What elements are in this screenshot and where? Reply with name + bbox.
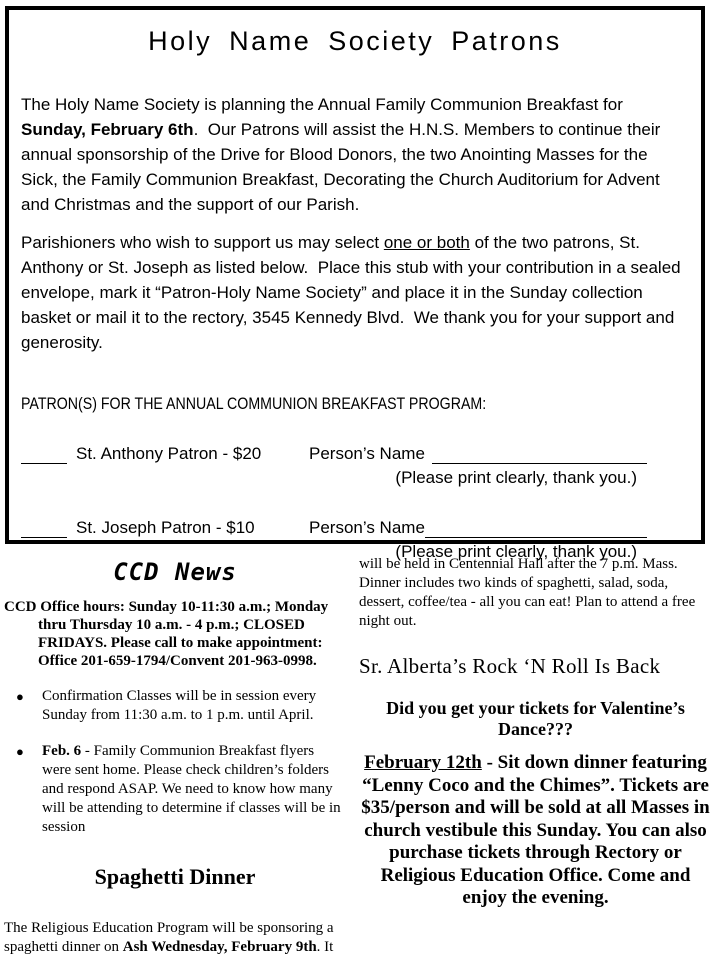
newsletter-right-column (352, 552, 715, 972)
list-item (4, 687, 346, 725)
patron-label: St. Anthony Patron - $20 (76, 444, 262, 463)
rock-n-roll-heading: Sr. Alberta’s Rock ‘N Roll Is Back (359, 654, 661, 678)
print-clearly-hint: (Please print clearly, thank you.) (395, 468, 637, 487)
person-name-blank-line[interactable] (432, 447, 647, 464)
paragraph-text: . Our Patrons will assist the H.N.S. Members to continue their annual sponsorship of the Drive for Blood Donors, the two Anointing Masses for the Sick, the Family Communion Breakfast, Decorating the Church Auditorium for Advent and Christmas and the support of our Parish. (21, 120, 666, 214)
newsletter-section (0, 552, 715, 972)
patrons-paragraph-1 (21, 92, 689, 217)
patron-row-st-joseph (21, 518, 689, 538)
paragraph-text: of the two patrons, St. Anthony or St. Joseph as listed below. Place this stub with your contribution in a sealed envelope, mark it “Patron-Holy Name Society” and place it in the Sunday collection basket or mail it to the rectory, 3545 Kennedy Blvd. We thank you for your support and generosity. (21, 233, 686, 352)
newsletter-left-column (0, 552, 352, 972)
ccd-office-hours: CCD Office hours: Sunday 10-11:30 a.m.; Monday thru Thursday 10 a.m. - 4 p.m.; CLOSED FRIDAYS. Please call to make appointment: Office 201-659-1794/Convent 201-963-0998. (4, 599, 329, 669)
list-item (4, 742, 346, 837)
patrons-stub-box (5, 6, 705, 561)
bullet-icon: ● (16, 689, 24, 704)
person-name-label: Person’s Name (309, 518, 425, 537)
spaghetti-dinner-heading: Spaghetti Dinner (94, 864, 256, 889)
patron-row-st-anthony (21, 444, 689, 464)
program-label: PATRON(S) FOR THE ANNUAL COMMUNION BREAKFAST PROGRAM: (21, 395, 487, 413)
patron-label: St. Joseph Patron - $10 (76, 518, 255, 537)
patron-checkbox-blank-line[interactable] (21, 521, 67, 538)
dance-date-underlined: February 12th (364, 752, 482, 773)
valentine-dance-detail (359, 752, 712, 910)
valentine-tickets-question: Did you get your tickets for Valentine’s Dance??? (386, 698, 685, 739)
bullet-bold-lead: Feb. 6 (42, 743, 82, 759)
print-clearly-hint: (Please print clearly, thank you.) (395, 542, 637, 561)
patron-checkbox-blank-line[interactable] (21, 447, 67, 464)
bullet-body-text: Confirmation Classes will be in session every Sunday from 11:30 a.m. to 1 p.m. until April. (42, 688, 317, 723)
paragraph-bold-date: Sunday, February 6th (21, 120, 194, 139)
spaghetti-paragraph (4, 919, 346, 957)
paragraph-text: The Holy Name Society is planning the Annual Family Communion Breakfast for (21, 95, 628, 114)
paragraph-text: The Religious Education Program will be sponsoring a spaghetti dinner on (4, 920, 334, 955)
paragraph-underlined-text: one or both (383, 233, 470, 252)
paragraph-bold-date: Ash Wednesday, February 9th (122, 939, 317, 955)
person-name-label: Person’s Name (309, 444, 425, 463)
dance-detail-text: - Sit down dinner featuring “Lenny Coco and the Chimes”. Tickets are $35/person and will be sold at all Masses in church vestibule this Sunday. You can also purchase tickets through Rectory or Religious Education Office. Come and enjoy the evening. (361, 752, 710, 908)
paragraph-text: . It (316, 939, 334, 955)
person-name-blank-line[interactable] (425, 521, 647, 538)
bullet-item-text (42, 687, 346, 725)
bullet-icon: ● (16, 744, 24, 759)
patron-choice (21, 444, 309, 464)
bullet-body-text: - Family Communion Breakfast flyers were sent home. Please check children’s folders and respond ASAP. We need to know how many will be attending to determine if classes will be in session (42, 743, 341, 835)
patrons-paragraph-2 (21, 230, 689, 355)
person-name-field (309, 444, 689, 464)
spaghetti-continuation-paragraph: will be held in Centennial Hall after the 7 p.m. Mass. Dinner includes two kinds of spaghetti, salad, soda, dessert, coffee/tea - all you can eat! Plan to attend a free night out. (359, 556, 696, 629)
paragraph-text: Parishioners who wish to support us may select (21, 233, 384, 252)
patron-choice (21, 518, 309, 538)
page-title: Holy Name Society Patrons (148, 26, 562, 56)
ccd-news-heading: CCD News (113, 558, 237, 586)
person-name-field (309, 518, 689, 538)
bullet-item-text (42, 742, 346, 837)
